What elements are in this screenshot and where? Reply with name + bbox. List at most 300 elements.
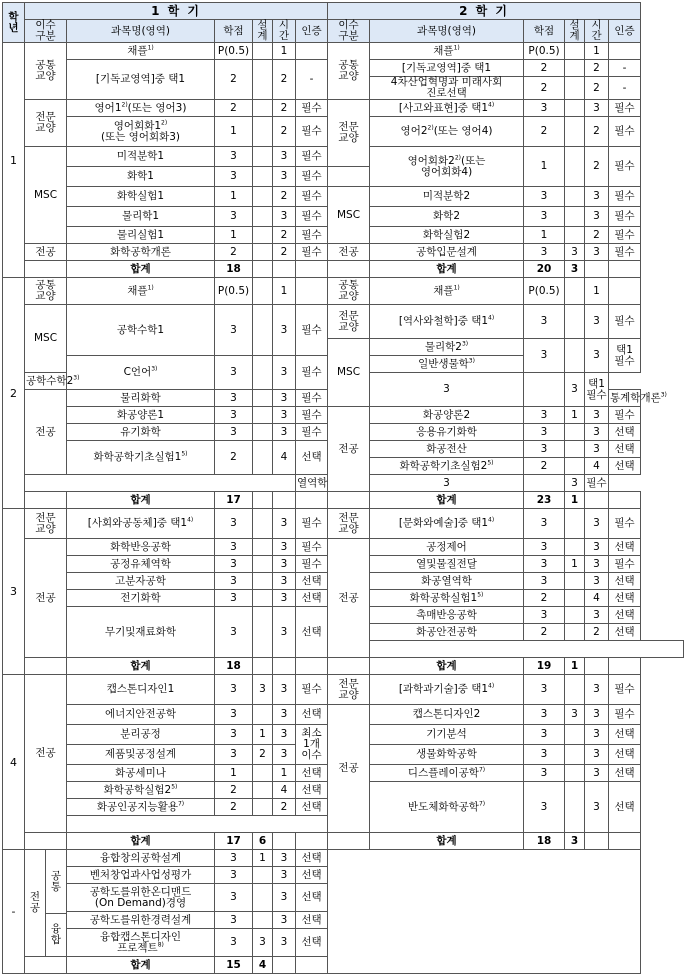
total-design xyxy=(253,492,273,509)
design-credit xyxy=(565,43,585,60)
course-title: 캡스톤디자인2 xyxy=(412,708,481,720)
credit: 1 xyxy=(215,227,253,244)
hours: 3 xyxy=(585,745,609,765)
course-title: 무기및재료화학 xyxy=(104,625,176,638)
course-name xyxy=(370,147,524,187)
course-title: 영어회화2 xyxy=(407,154,455,167)
design-credit xyxy=(253,390,273,407)
credit: 2 xyxy=(215,799,253,816)
footnote-marker: 2) xyxy=(121,101,128,108)
course-name xyxy=(370,745,524,765)
credit: 3 xyxy=(215,867,253,884)
total-label: 합계 xyxy=(370,261,524,278)
hours: 3 xyxy=(273,147,296,167)
hours: 3 xyxy=(273,705,296,725)
curriculum-body xyxy=(3,3,684,974)
empty-cell xyxy=(370,641,684,658)
design-credit xyxy=(524,475,565,492)
hours: 3 xyxy=(273,590,296,607)
hours: 1 xyxy=(273,43,296,60)
course-title: 영어회화1 xyxy=(113,119,162,132)
course-name xyxy=(370,590,524,607)
empty-cell xyxy=(328,833,370,850)
design-credit xyxy=(565,117,585,147)
course-name xyxy=(67,147,215,167)
certification: 필수 xyxy=(296,187,328,207)
course-title: 채플 xyxy=(433,44,454,57)
course-title: 화학2 xyxy=(433,210,460,222)
course-name xyxy=(67,556,215,573)
category-label: 전공 xyxy=(25,539,67,658)
hours: 3 xyxy=(273,539,296,556)
hours: 3 xyxy=(585,441,609,458)
certification: 필수 xyxy=(296,556,328,573)
credit: 3 xyxy=(215,745,253,765)
credit: 3 xyxy=(215,207,253,227)
hours: 3 xyxy=(585,539,609,556)
course-title: 생물화학공학 xyxy=(416,748,477,760)
design-credit xyxy=(253,278,273,305)
hours: 3 xyxy=(273,607,296,658)
total-cert xyxy=(609,833,641,850)
hours: 4 xyxy=(273,782,296,799)
credit: 2 xyxy=(215,60,253,100)
design-credit xyxy=(253,244,273,261)
certification-header: 인증 xyxy=(609,20,641,43)
credit: 2 xyxy=(215,441,253,475)
course-name xyxy=(370,539,524,556)
total-cert xyxy=(609,658,641,675)
design-credit xyxy=(253,556,273,573)
course-title: 제품및공정설계 xyxy=(104,748,176,760)
category-label: 전문 교양 xyxy=(25,100,67,147)
course-name xyxy=(370,441,524,458)
design-credit: 1 xyxy=(253,850,273,867)
course-title: 분리공정 xyxy=(120,728,161,740)
design-credit xyxy=(253,187,273,207)
elective-note: 최소 1개 이수 xyxy=(296,725,328,765)
credit: P(0.5) xyxy=(215,278,253,305)
certification: 선택 xyxy=(609,573,641,590)
credit-header: 학점 xyxy=(215,20,253,43)
total-design xyxy=(253,261,273,278)
certification: 필수 xyxy=(609,705,641,725)
footnote-marker: 5) xyxy=(487,459,494,466)
design-credit xyxy=(253,167,273,187)
course-title: 고분자공학 xyxy=(115,574,166,587)
hours: 3 xyxy=(585,509,609,539)
header-row-semester xyxy=(3,3,684,20)
empty-cell xyxy=(25,957,67,974)
footnote-marker: 4) xyxy=(187,516,194,524)
hours: 3 xyxy=(585,556,609,573)
certification: 필수 xyxy=(296,407,328,424)
empty-cell xyxy=(25,475,296,492)
hours: 3 xyxy=(273,912,296,929)
course-name xyxy=(67,725,215,745)
hours: 4 xyxy=(585,590,609,607)
category-label: 전 공 xyxy=(25,850,46,956)
course-title: 물리학1 xyxy=(121,210,160,222)
credit: 3 xyxy=(215,573,253,590)
design-credit xyxy=(253,884,273,912)
course-name xyxy=(67,705,215,725)
hours: 2 xyxy=(585,60,609,77)
course-title: 물리화학 xyxy=(120,391,161,404)
footnote-marker: 1) xyxy=(453,284,460,291)
course-title: 영어2 xyxy=(400,125,428,137)
design-credit xyxy=(253,227,273,244)
design-header: 설 계 xyxy=(565,20,585,43)
total-label: 합계 xyxy=(67,261,215,278)
hours: 1 xyxy=(585,278,609,305)
design-credit xyxy=(253,912,273,929)
certification: 필수 xyxy=(609,227,641,244)
total-label: 합계 xyxy=(370,833,524,850)
course-name xyxy=(67,745,215,765)
hours: 2 xyxy=(273,244,296,261)
design-credit: 3 xyxy=(565,705,585,725)
header-row-columns xyxy=(3,20,684,43)
design-credit xyxy=(565,339,585,373)
category-label: MSC xyxy=(25,147,67,244)
hours: 2 xyxy=(585,117,609,147)
footnote-marker: 7) xyxy=(478,766,486,773)
course-title: 미적분학1 xyxy=(116,150,165,162)
course-name xyxy=(67,60,215,100)
design-credit xyxy=(253,147,273,167)
category-label: 공통 교양 xyxy=(25,43,67,100)
course-name xyxy=(370,458,524,475)
certification: 선택 xyxy=(609,624,641,641)
certification: 필수 xyxy=(296,147,328,167)
certification: 필수 xyxy=(296,117,328,147)
certification: 선택 xyxy=(296,441,328,475)
category-label: 전공 xyxy=(328,705,370,833)
course-title: 채플 xyxy=(433,284,454,297)
course-title: 열및물질전달 xyxy=(416,557,477,570)
hours: 3 xyxy=(585,244,609,261)
course-name xyxy=(370,556,524,573)
hours: 2 xyxy=(273,187,296,207)
design-credit xyxy=(565,441,585,458)
course-title: [사회와공동체]중 택1 xyxy=(87,517,188,529)
course-title: 물리실험1 xyxy=(116,228,165,241)
table-row xyxy=(3,244,684,261)
credit: 3 xyxy=(524,745,565,765)
table-row xyxy=(3,539,684,556)
category-label: 전문 교양 xyxy=(25,509,67,539)
hours: 3 xyxy=(273,573,296,590)
course-title: 화학공학실험1 xyxy=(409,591,478,604)
footnote-marker: 3) xyxy=(468,357,475,364)
certification: 선택 xyxy=(296,850,328,867)
design-credit xyxy=(565,607,585,624)
total-cert xyxy=(296,957,328,974)
course-name xyxy=(370,278,524,305)
course-name xyxy=(67,765,215,782)
credit: 3 xyxy=(524,539,565,556)
total-label: 합계 xyxy=(370,658,524,675)
category-label: 융 합 xyxy=(50,923,62,946)
category-label: 전공 xyxy=(25,675,67,833)
certification: 필수 xyxy=(296,100,328,117)
hours: 3 xyxy=(585,339,609,373)
course-name xyxy=(370,765,524,782)
course-title: 화공인공지능활용 xyxy=(96,800,178,813)
footnote-marker: 4) xyxy=(488,101,495,108)
course-name xyxy=(370,305,524,339)
empty-cell xyxy=(25,658,67,675)
hours: 3 xyxy=(585,424,609,441)
total-label: 합계 xyxy=(67,957,215,974)
category-label: 공통 교양 xyxy=(328,278,370,305)
course-name xyxy=(67,207,215,227)
total-design: 3 xyxy=(565,261,585,278)
footnote-marker: 2) xyxy=(427,124,434,132)
course-name xyxy=(370,60,524,77)
hours: 3 xyxy=(273,556,296,573)
total-design: 6 xyxy=(253,833,273,850)
table-row xyxy=(3,43,684,60)
table-row xyxy=(3,850,684,867)
hours: 1 xyxy=(273,278,296,305)
certification: 필수 xyxy=(296,207,328,227)
table-row xyxy=(3,675,684,705)
certification: 선택 xyxy=(296,867,328,884)
course-name xyxy=(67,675,215,705)
certification: 필수 xyxy=(296,675,328,705)
hours: 3 xyxy=(273,725,296,745)
course-title: 촉매반응공학 xyxy=(416,608,477,621)
total-hours xyxy=(273,833,296,850)
course-title: 기기분석 xyxy=(426,728,467,740)
total-label: 합계 xyxy=(67,492,215,509)
hours-header: 시 간 xyxy=(585,20,609,43)
table-row xyxy=(3,833,684,850)
hours: 3 xyxy=(273,745,296,765)
certification: 필수 xyxy=(609,244,641,261)
certification-header: 인증 xyxy=(296,20,328,43)
credit: 3 xyxy=(370,475,524,492)
course-title-note: (또는 영어3) xyxy=(127,101,187,114)
certification: 선택 xyxy=(609,745,641,765)
hours: 2 xyxy=(273,100,296,117)
table-row xyxy=(3,187,684,207)
design-credit xyxy=(253,607,273,658)
course-name xyxy=(370,117,524,147)
hours: 1 xyxy=(585,43,609,60)
course-name xyxy=(609,390,667,407)
certification: 선택 xyxy=(609,607,641,624)
hours: 3 xyxy=(273,884,296,912)
hours: 4 xyxy=(585,458,609,475)
credit: 3 xyxy=(524,187,565,207)
category-label: 공 통 xyxy=(46,850,66,914)
category-label: 전공 xyxy=(328,244,370,261)
design-credit xyxy=(565,77,585,100)
category-header: 이수 구분 xyxy=(25,20,67,43)
design-credit xyxy=(253,705,273,725)
credit: 3 xyxy=(215,305,253,356)
total-design xyxy=(253,658,273,675)
table-row xyxy=(3,407,684,424)
table-row xyxy=(3,658,684,675)
course-name xyxy=(67,187,215,207)
certification: 필수 xyxy=(609,509,641,539)
certification: 선택 xyxy=(296,590,328,607)
credit: 3 xyxy=(524,725,565,745)
course-title: 영어1 xyxy=(94,101,122,114)
design-credit xyxy=(253,590,273,607)
design-credit xyxy=(565,745,585,765)
course-name xyxy=(67,390,215,407)
total-design: 4 xyxy=(253,957,273,974)
footnote-marker: 4) xyxy=(488,516,495,524)
category-label: 전문 교양 xyxy=(328,509,370,539)
certification: 필수 xyxy=(609,147,641,187)
certification: 필수 xyxy=(296,305,328,356)
total-cert xyxy=(296,833,328,850)
credit: 3 xyxy=(215,424,253,441)
course-name xyxy=(370,573,524,590)
footnote-marker: 8) xyxy=(157,941,164,948)
total-credit: 18 xyxy=(215,261,253,278)
course-title: 공학도를위한경력설계 xyxy=(89,913,192,926)
credit: 3 xyxy=(215,725,253,745)
course-name xyxy=(370,407,524,424)
hours: 3 xyxy=(585,675,609,705)
course-title: 화학1 xyxy=(127,170,154,182)
total-hours xyxy=(273,261,296,278)
certification: 선택 xyxy=(296,573,328,590)
hours: 3 xyxy=(273,509,296,539)
table-row xyxy=(3,705,684,725)
total-hours xyxy=(273,658,296,675)
course-title: 미적분학2 xyxy=(422,190,471,202)
certification: 선택 xyxy=(296,884,328,912)
empty-cell xyxy=(25,261,67,278)
course-title: 화학실험2 xyxy=(422,228,471,241)
total-label: 합계 xyxy=(67,833,215,850)
course-title: 유기화학 xyxy=(120,425,161,438)
credit: 3 xyxy=(524,244,565,261)
credit: 2 xyxy=(524,60,565,77)
empty-cell xyxy=(67,816,328,833)
course-name xyxy=(370,356,524,373)
course-name xyxy=(370,77,524,100)
hours: 3 xyxy=(585,705,609,725)
certification: 필수 xyxy=(296,244,328,261)
course-title: 융합캡스톤디자인 프로젝트 xyxy=(99,930,182,954)
course-title: 디스플레이공학 xyxy=(407,766,479,779)
footnote-marker: 5) xyxy=(181,450,188,458)
certification: 필수 xyxy=(296,356,328,390)
certification: 선택 xyxy=(609,424,641,441)
credit: 3 xyxy=(215,705,253,725)
design-credit xyxy=(524,373,565,407)
curriculum-table xyxy=(2,2,684,974)
design-credit xyxy=(565,305,585,339)
hours: 3 xyxy=(273,356,296,390)
design-credit: 2 xyxy=(253,745,273,765)
certification: 필수 xyxy=(585,475,609,492)
credit: 2 xyxy=(215,244,253,261)
course-name xyxy=(67,100,215,117)
course-name xyxy=(67,539,215,556)
certification: 필수 xyxy=(609,305,641,339)
total-cert xyxy=(296,261,328,278)
design-credit xyxy=(565,187,585,207)
course-title: 전기화학 xyxy=(120,591,161,604)
course-name xyxy=(370,207,524,227)
course-title: [기독교영역]중 택1 xyxy=(401,61,492,74)
category-label: 공통 교양 xyxy=(328,43,370,100)
total-label: 합계 xyxy=(67,658,215,675)
course-title: 일반생물학 xyxy=(418,357,469,370)
design-credit: 3 xyxy=(253,675,273,705)
course-title: 공학수학1 xyxy=(116,323,165,336)
certification: 필수 xyxy=(609,556,641,573)
hours: 3 xyxy=(565,373,585,407)
category-label: 전문 교양 xyxy=(328,100,370,167)
course-title: 화공양론2 xyxy=(422,408,471,421)
credit: 3 xyxy=(370,373,524,407)
certification xyxy=(609,278,641,305)
credit: P(0.5) xyxy=(524,278,565,305)
hours: 2 xyxy=(273,227,296,244)
credit: 2 xyxy=(524,458,565,475)
footnote-marker: 3) xyxy=(461,340,469,347)
course-title: 벤처창업과사업성평가 xyxy=(89,868,192,881)
course-title: 물리학2 xyxy=(424,340,462,353)
credit: 3 xyxy=(215,607,253,658)
credit: 3 xyxy=(524,556,565,573)
design-credit xyxy=(253,117,273,147)
credit: 3 xyxy=(524,509,565,539)
course-name xyxy=(370,244,524,261)
credit: 3 xyxy=(215,675,253,705)
credit: 3 xyxy=(524,424,565,441)
hours: 2 xyxy=(273,117,296,147)
category-label: MSC xyxy=(328,339,370,407)
hours: 2 xyxy=(585,624,609,641)
course-title: 화학공학기초실험1 xyxy=(93,451,182,463)
hours: 3 xyxy=(585,573,609,590)
certification: 선택 xyxy=(296,912,328,929)
hours: 2 xyxy=(273,799,296,816)
credit: 2 xyxy=(524,590,565,607)
certification: 필수 xyxy=(609,100,641,117)
credit: 1 xyxy=(215,117,253,147)
course-title: [기독교영역]중 택1 xyxy=(95,73,186,85)
table-row xyxy=(3,305,684,339)
design-credit xyxy=(565,227,585,244)
empty-cell xyxy=(328,850,641,974)
footnote-marker: 1) xyxy=(453,44,460,51)
hours: 3 xyxy=(585,765,609,782)
footnote-marker: 1) xyxy=(147,44,154,51)
hours-header: 시 간 xyxy=(273,20,296,43)
footnote-marker: 4) xyxy=(488,682,495,690)
hours: 3 xyxy=(585,725,609,745)
design-credit xyxy=(565,509,585,539)
course-title: 공정유체역학 xyxy=(110,557,171,570)
course-title: 화학실험1 xyxy=(116,190,165,202)
certification: - xyxy=(296,60,328,100)
total-hours xyxy=(273,957,296,974)
credit: 3 xyxy=(215,390,253,407)
